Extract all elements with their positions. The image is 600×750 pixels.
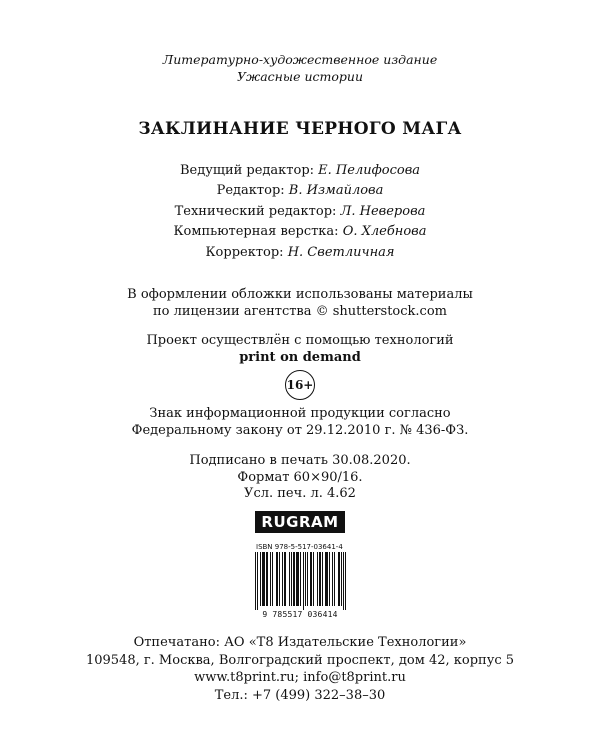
print-details: [0, 453, 600, 503]
credit-line: [0, 243, 600, 263]
signed-date: Подписано в печать 30.08.2020.: [189, 453, 411, 468]
credit-person: О. Хлебнова: [342, 224, 427, 240]
printer-info: [0, 634, 600, 704]
cover-line-2: по лицензии агентства © shutterstock.com: [153, 304, 447, 319]
publisher-logo-wrap: [0, 511, 600, 533]
print-on-demand: print on demand: [239, 350, 361, 365]
credit-role: Редактор:: [216, 183, 285, 199]
technology-note: [0, 332, 600, 366]
credit-line: [0, 161, 600, 181]
law-line-1: Знак информационной продукции согласно: [149, 406, 451, 421]
credit-person: Е. Пелифосова: [318, 163, 421, 178]
book-title: ЗАКЛИНАНИЕ ЧЕРНОГО МАГА: [138, 119, 462, 139]
credit-line: [0, 222, 600, 242]
barcode-digits: 9 785517 036414: [262, 610, 338, 619]
rugram-logo: RUGRAM: [255, 511, 344, 533]
barcode-icon: [252, 552, 348, 610]
age-rating-badge: 16+: [285, 370, 315, 400]
isbn-barcode: [252, 543, 348, 623]
paper-format: Формат 60×90/16.: [237, 469, 363, 485]
credit-role: Ведущий редактор:: [179, 163, 315, 178]
credit-role: Компьютерная верстка:: [173, 224, 339, 240]
cover-credits: [0, 286, 600, 320]
credit-person: Л. Неверова: [340, 203, 426, 219]
law-line-2: Федеральному закону от 29.12.2010 г. № 436-ФЗ.: [131, 423, 469, 438]
credit-role: Технический редактор:: [174, 203, 337, 219]
edition-type: Литературно-художественное издание: [162, 52, 438, 67]
printer-name: Отпечатано: АО «Т8 Издательские Технологии»: [133, 635, 467, 650]
credit-person: Н. Светличная: [287, 244, 395, 260]
series-name: Ужасные истории: [236, 69, 363, 84]
credit-line: [0, 202, 600, 222]
law-notice: [0, 405, 600, 439]
credit-person: В. Измайлова: [288, 183, 384, 199]
printer-phone: Тел.: +7 (499) 322–38–30: [214, 687, 386, 703]
tech-line: Проект осуществлён с помощью технологий: [146, 333, 454, 348]
printer-address: 109548, г. Москва, Волгоградский проспект, дом 42, корпус 5: [85, 652, 515, 668]
print-sheets: Усл. печ. л. 4.62: [244, 486, 356, 501]
isbn-label: ISBN 978-5-517-03641-4: [256, 543, 343, 551]
cover-line-1: В оформлении обложки использованы материалы: [127, 287, 473, 302]
age-rating-wrap: [0, 370, 600, 400]
credit-line: [0, 181, 600, 201]
printer-web: www.t8print.ru; info@t8print.ru: [194, 670, 406, 685]
series-info: [0, 51, 600, 85]
credits-list: [0, 161, 600, 263]
credit-role: Корректор:: [205, 244, 284, 260]
